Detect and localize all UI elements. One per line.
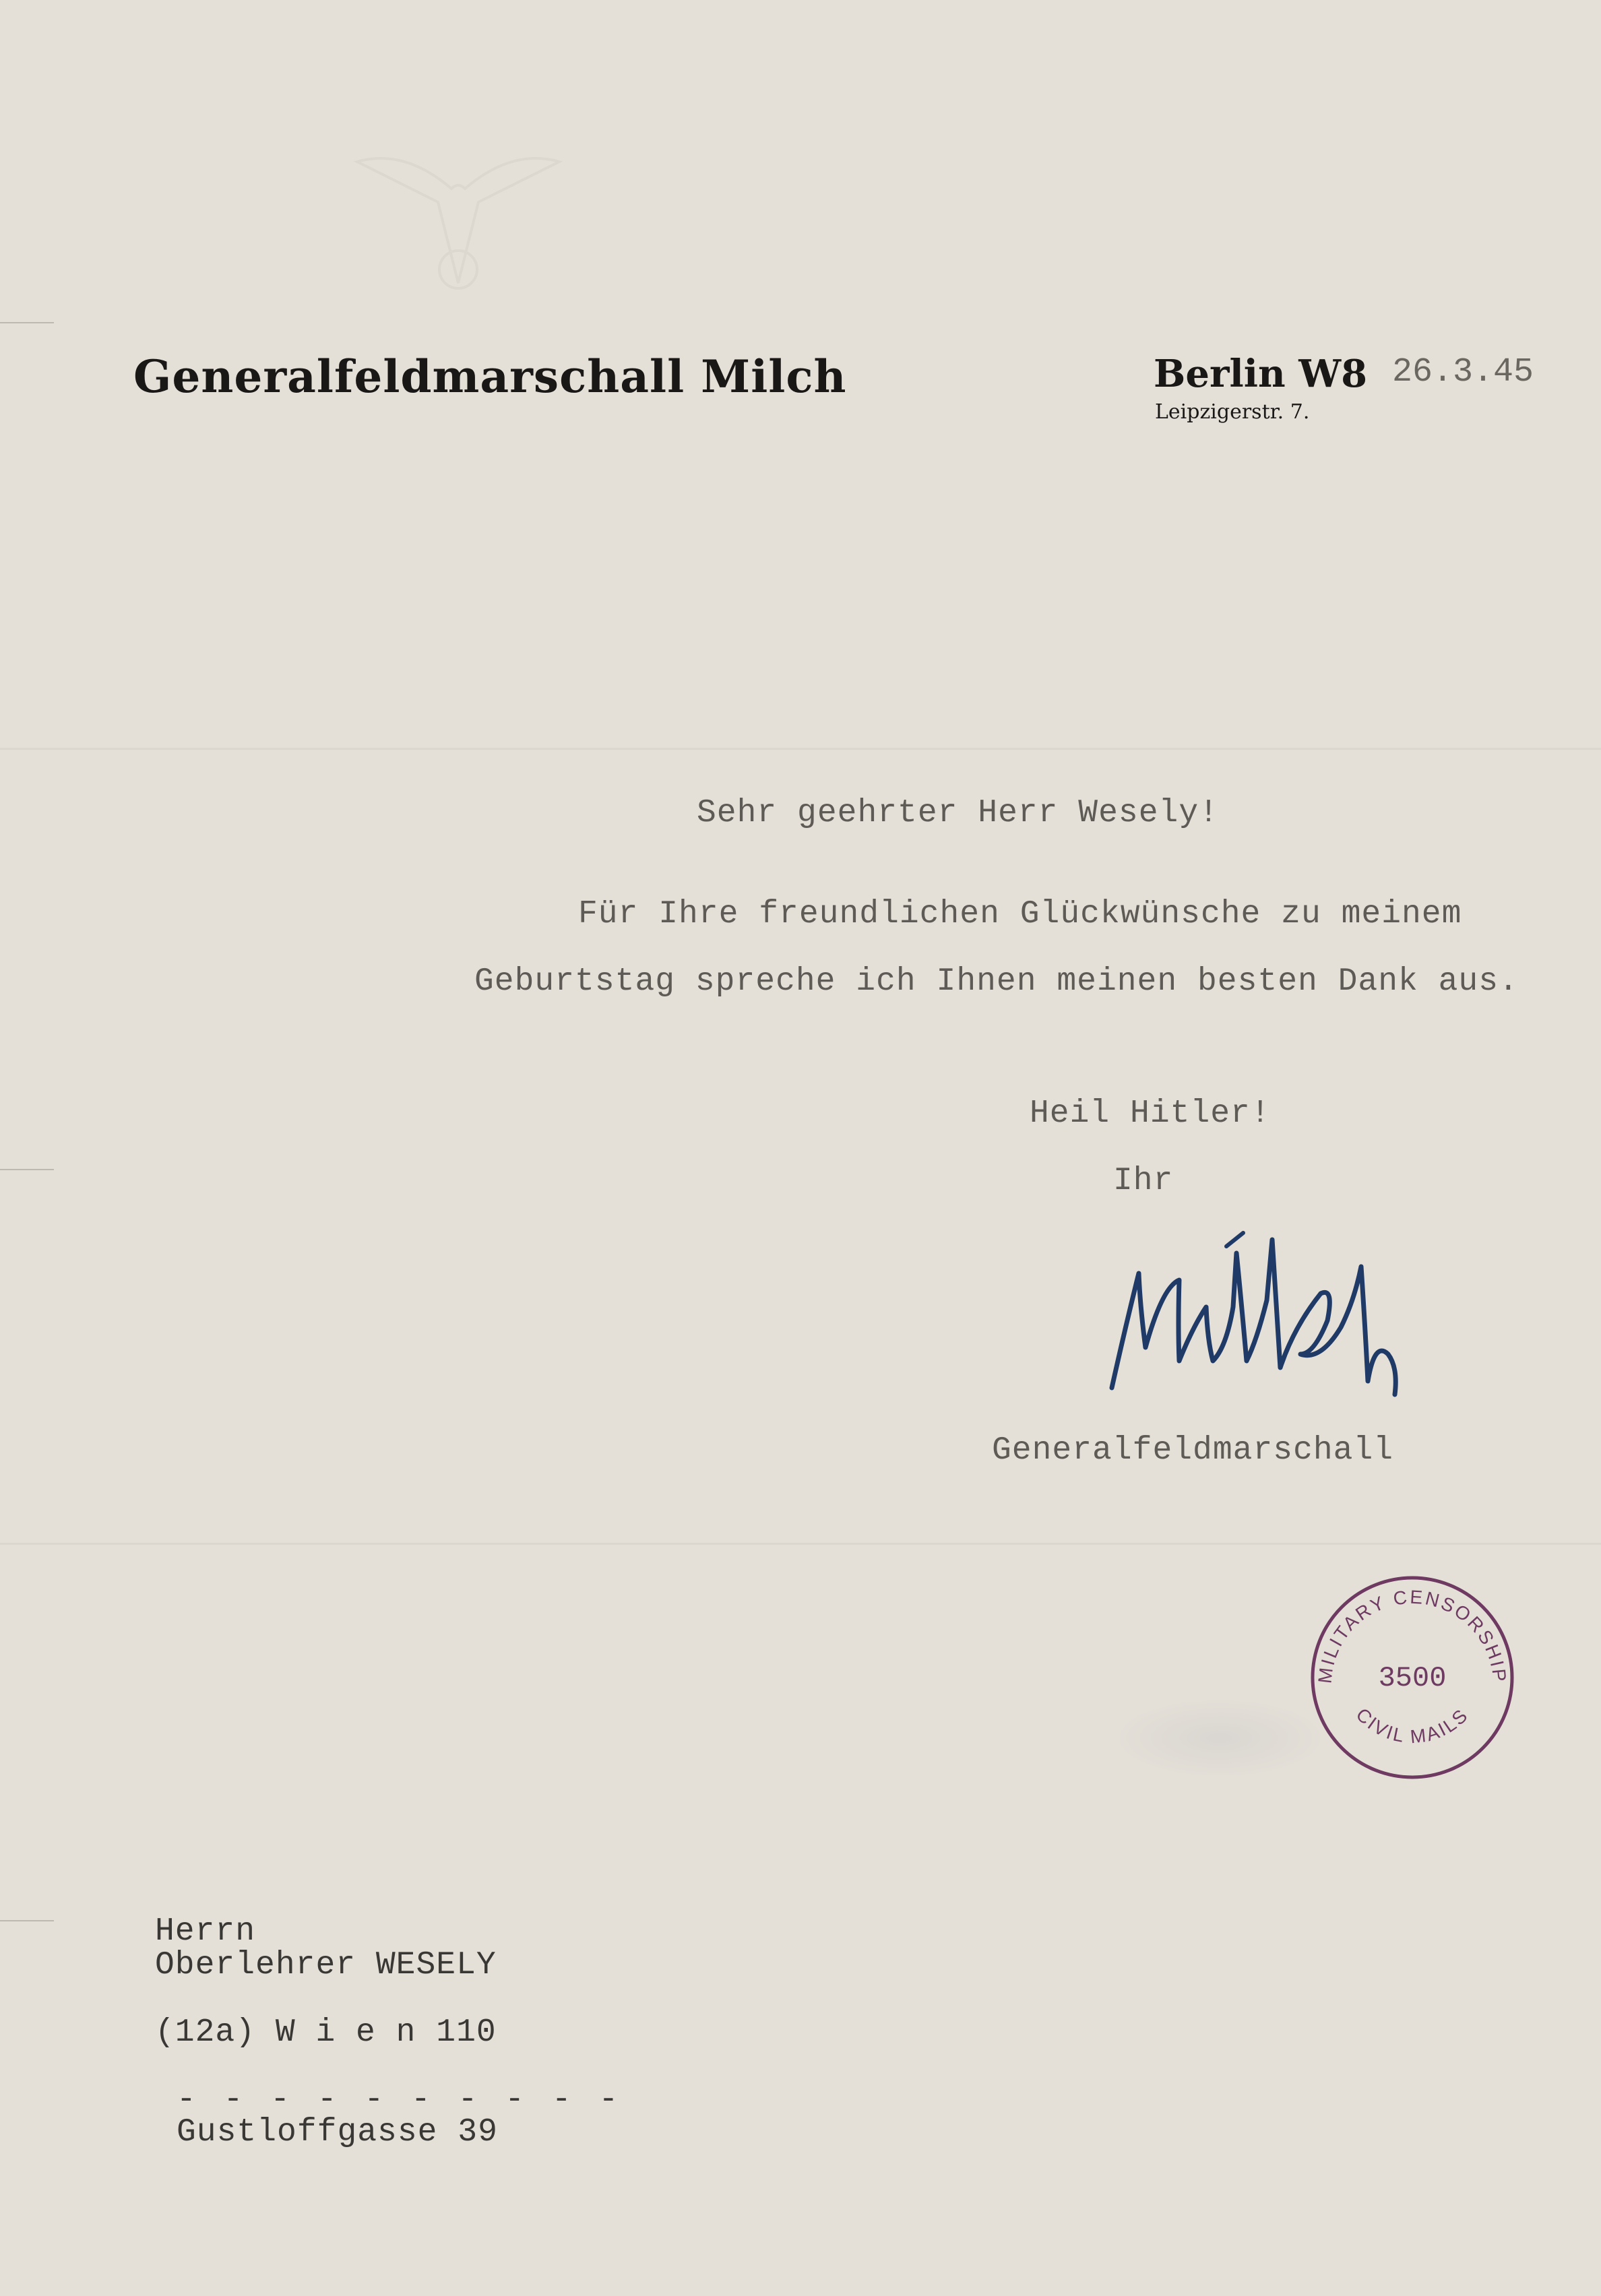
address-line-2: Oberlehrer WESELY	[155, 1947, 497, 1983]
censorship-stamp	[1305, 1570, 1520, 1785]
address-line-4: Gustloffgasse 39	[177, 2114, 498, 2150]
salutation: Sehr geehrter Herr Wesely!	[697, 795, 1219, 831]
stamp-bottom-text: CIVIL MAILS	[1352, 1704, 1473, 1748]
address-divider: - - - - - - - - - -	[177, 2082, 623, 2118]
letter-date: 26.3.45	[1392, 353, 1534, 391]
closing-ihr: Ihr	[1113, 1163, 1174, 1199]
stamp-top-text: MILITARY CENSORSHIP	[1314, 1586, 1511, 1685]
fold-line	[0, 1543, 1601, 1545]
letterhead-name: Generalfeldmarschall Milch	[133, 350, 847, 403]
address-line-3: (12a) W i e n 110	[155, 2014, 497, 2051]
stamp-number: 3500	[1378, 1662, 1447, 1694]
handwritten-signature	[1098, 1226, 1408, 1415]
closing-greeting: Heil Hitler!	[1030, 1095, 1271, 1132]
address-line-1: Herrn	[155, 1913, 256, 1950]
letterhead-street: Leipzigerstr. 7.	[1155, 400, 1310, 424]
fold-line	[0, 748, 1601, 750]
paper-smudge	[1112, 1698, 1327, 1779]
body-line-1: Für Ihre freundlichen Glückwünsche zu meinem	[578, 896, 1462, 932]
signatory-title: Generalfeldmarschall	[992, 1432, 1394, 1469]
edge-mark	[0, 1920, 54, 1921]
edge-mark	[0, 322, 54, 323]
embossed-eagle-emblem	[350, 108, 566, 310]
edge-mark	[0, 1169, 54, 1170]
body-line-2: Geburtstag spreche ich Ihnen meinen besten Dank aus.	[474, 963, 1519, 1000]
letterhead-city: Berlin W8	[1154, 352, 1368, 396]
